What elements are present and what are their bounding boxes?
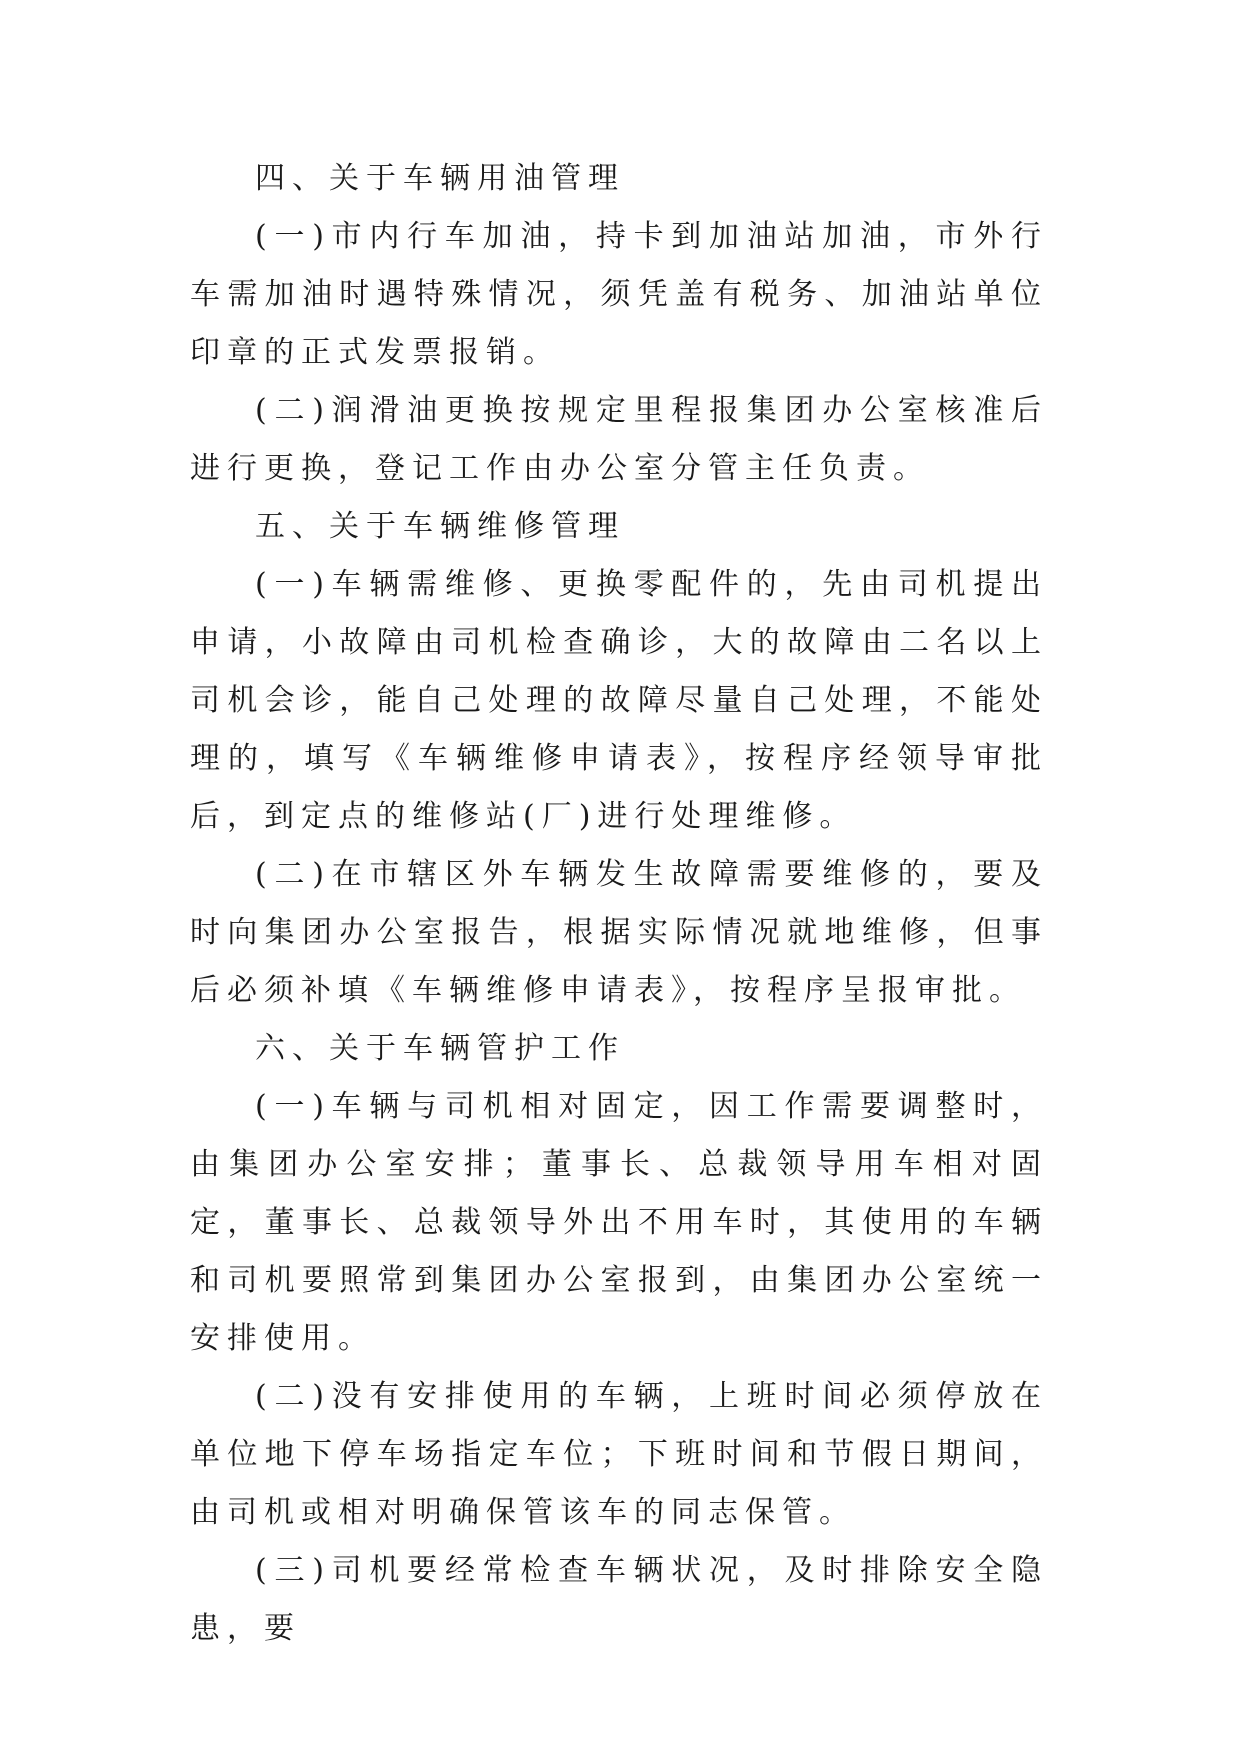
paragraph-repair-2: (二)在市辖区外车辆发生故障需要维修的，要及时向集团办公室报告，根据实际情况就地维修，但事后必须补填《车辆维修申请表》，按程序呈报审批。 [190, 857, 1048, 1008]
paragraph-fuel-1: (一)市内行车加油，持卡到加油站加油，市外行车需加油时遇特殊情况，须凭盖有税务、加油站单位印章的正式发票报销。 [190, 219, 1048, 370]
paragraph-care-2: (二)没有安排使用的车辆，上班时间必须停放在单位地下停车场指定车位；下班时间和节假日期间，由司机或相对明确保管该车的同志保管。 [190, 1379, 1048, 1530]
paragraph-repair-1: (一)车辆需维修、更换零配件的，先由司机提出申请，小故障由司机检查确诊，大的故障由二名以上司机会诊，能自己处理的故障尽量自己处理，不能处理的，填写《车辆维修申请表》，按程序经领导审批后，到定点的维修站(厂)进行处理维修。 [190, 567, 1048, 834]
document-body [190, 150, 1048, 1658]
section-heading-care: 六、关于车辆管护工作 [255, 1031, 625, 1066]
paragraph-care-3: (三)司机要经常检查车辆状况，及时排除安全隐患，要 [190, 1553, 1048, 1646]
section-heading-fuel: 四、关于车辆用油管理 [255, 161, 625, 196]
section-heading-repair: 五、关于车辆维修管理 [255, 509, 625, 544]
paragraph-care-1: (一)车辆与司机相对固定，因工作需要调整时，由集团办公室安排；董事长、总裁领导用车相对固定，董事长、总裁领导外出不用车时，其使用的车辆和司机要照常到集团办公室报到，由集团办公室统一安排使用。 [190, 1089, 1048, 1356]
paragraph-fuel-2: (二)润滑油更换按规定里程报集团办公室核准后进行更换，登记工作由办公室分管主任负责。 [190, 393, 1048, 486]
